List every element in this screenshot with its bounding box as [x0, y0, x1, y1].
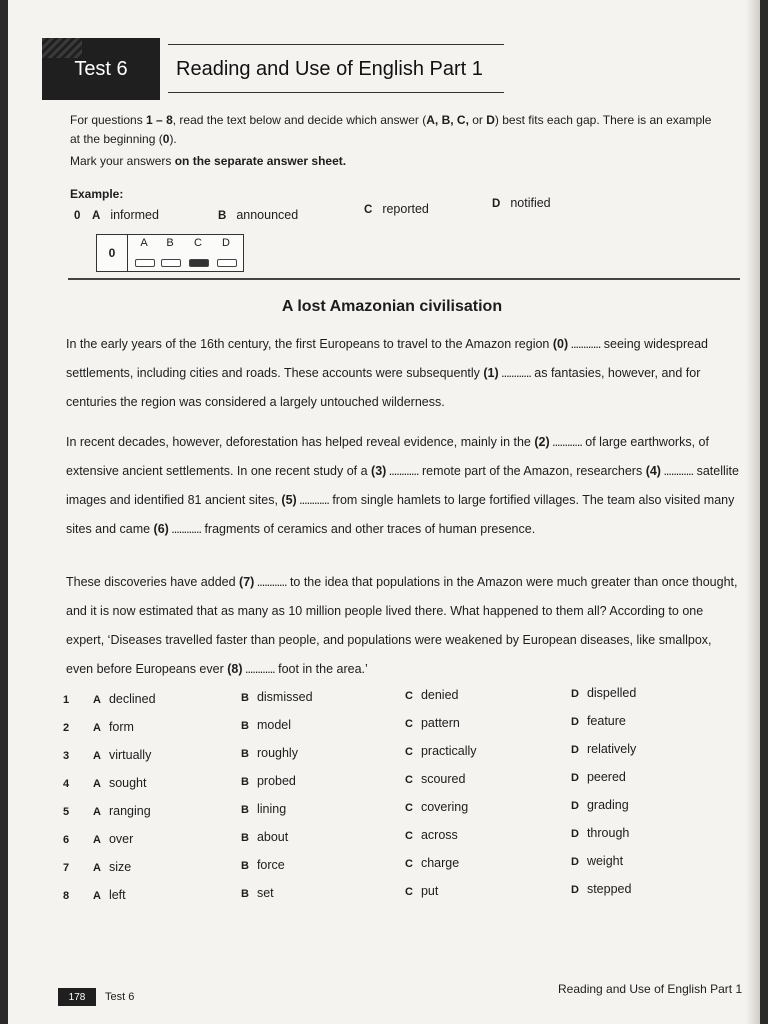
passage-text: from single hamlets to large fortified villages. The team also visited many sites and came: [66, 493, 735, 536]
gap-dots: ............: [568, 337, 601, 351]
instr-text: at the beginning (: [70, 132, 163, 146]
option-d: [571, 686, 636, 700]
instr-text: or: [468, 113, 487, 127]
question-number: 7: [63, 862, 70, 874]
question-number: 8: [63, 890, 70, 902]
gap-marker: (3): [371, 464, 387, 478]
option-text: force: [256, 858, 285, 872]
question-number: 5: [63, 806, 70, 818]
option-letter: B: [241, 776, 249, 788]
answer-bubble-a: [135, 259, 155, 267]
option-text: ranging: [108, 804, 151, 818]
option-letter: C: [405, 830, 413, 842]
option-letter: C: [364, 204, 373, 216]
option-b: [241, 746, 298, 760]
passage-text: satellite images and identified 81 ancient sites,: [66, 464, 739, 507]
option-text: denied: [420, 688, 459, 702]
option-d: [571, 742, 636, 756]
passage-text: In recent decades, however, deforestation has helped reveal evidence, mainly in the: [66, 435, 535, 449]
option-letter: C: [405, 718, 413, 730]
option-letter: D: [571, 772, 579, 784]
gap-marker: (7): [239, 575, 255, 589]
option-letter: B: [241, 720, 249, 732]
option-text: size: [108, 860, 132, 874]
option-text: scoured: [420, 772, 466, 786]
option-letter: C: [405, 886, 413, 898]
option-a: [93, 748, 151, 762]
passage-text: fragments of ceramics and other traces of human presence.: [200, 522, 536, 536]
option-letter: B: [241, 832, 249, 844]
option-b: [241, 690, 313, 704]
answer-bubble-b: [161, 259, 181, 267]
question-number: 6: [63, 834, 70, 846]
option-letter: D: [571, 716, 579, 728]
option-a: [93, 888, 126, 902]
option-letter: C: [405, 802, 413, 814]
option-text: announced: [236, 208, 299, 222]
option-d: [571, 798, 629, 812]
option-text: charge: [420, 856, 460, 870]
passage-paragraph-1: [66, 330, 742, 417]
instr-text: ).: [169, 132, 177, 146]
option-text: declined: [108, 692, 156, 706]
option-d: [571, 826, 629, 840]
option-text: virtually: [108, 748, 152, 762]
gap-dots: ............: [168, 522, 201, 536]
option-text: dismissed: [256, 690, 313, 704]
instr-answer-sheet: on the separate answer sheet.: [174, 154, 347, 168]
option-letter: D: [571, 800, 579, 812]
option-text: through: [586, 826, 630, 840]
option-text: put: [420, 884, 439, 898]
option-text: feature: [586, 714, 626, 728]
option-letter: A: [93, 778, 101, 790]
question-number: 2: [63, 722, 70, 734]
option-text: practically: [420, 744, 477, 758]
example-option-c: [364, 202, 429, 216]
option-letter: D: [571, 884, 579, 896]
option-letter: A: [93, 862, 101, 874]
option-letter: A: [93, 694, 101, 706]
gap-dots: ............: [242, 662, 275, 676]
passage-paragraph-2: [66, 428, 742, 544]
option-letter: A: [93, 722, 101, 734]
passage-text: seeing widespread settlements, including cities and roads. These accounts were subsequently: [66, 337, 709, 380]
passage-text: These discoveries have added: [66, 575, 240, 589]
option-b: [241, 774, 296, 788]
exam-page: [8, 0, 760, 1024]
option-letter: D: [571, 856, 579, 868]
option-text: dispelled: [586, 686, 637, 700]
title-top-rule: [168, 44, 504, 45]
option-letter: D: [492, 198, 501, 210]
footer-test-label: Test 6: [105, 991, 135, 1003]
answer-box-number: 0: [97, 235, 128, 271]
answer-letter-a: A: [140, 237, 148, 249]
test-label-text: Test 6: [74, 57, 128, 80]
title-underline: [168, 92, 504, 93]
example-num: 0: [74, 210, 81, 222]
option-text: across: [420, 828, 458, 842]
instructions-line-3: [70, 153, 750, 169]
option-letter: B: [218, 210, 227, 222]
example-number: [74, 208, 90, 222]
question-number: 3: [63, 750, 70, 762]
option-d: [571, 882, 631, 896]
option-letter: C: [405, 774, 413, 786]
option-text: peered: [586, 770, 626, 784]
example-option-d: [492, 196, 551, 210]
gap-marker: (2): [534, 435, 550, 449]
option-c: [405, 800, 468, 814]
option-letter: B: [241, 692, 249, 704]
gap-marker: (5): [281, 493, 297, 507]
option-d: [571, 714, 626, 728]
example-option-a: [92, 208, 159, 222]
option-a: [93, 720, 134, 734]
page-title: Reading and Use of English Part 1: [176, 58, 483, 80]
option-text: left: [108, 888, 126, 902]
option-letter: A: [93, 806, 101, 818]
option-a: [93, 692, 156, 706]
option-a: [93, 832, 133, 846]
option-c: [405, 856, 459, 870]
option-text: grading: [586, 798, 629, 812]
option-b: [241, 886, 274, 900]
option-text: model: [256, 718, 291, 732]
option-text: over: [108, 832, 134, 846]
option-letter: B: [241, 860, 249, 872]
option-a: [93, 860, 131, 874]
instructions-line-2: [70, 131, 750, 147]
gap-dots: ............: [660, 464, 694, 478]
option-letter: C: [405, 690, 413, 702]
instr-range: 1 – 8: [146, 113, 173, 127]
option-letter: D: [571, 744, 579, 756]
option-text: stepped: [586, 882, 632, 896]
option-text: reported: [382, 202, 429, 216]
page-number: 178: [68, 991, 86, 1003]
passage-text: to the idea that populations in the Amazon were much greater than once thought, and it is now estimated that as many as 10 million people lived there. What happened to them all? According to one expert, ‘Diseases travelled faster than people, and populations were weakened by European diseases, like smallpox, even before Europeans ever: [66, 575, 738, 676]
instr-text: ) best fits each gap. There is an example: [494, 113, 712, 127]
example-answer-box: [96, 234, 244, 272]
instr-options: A, B, C,: [426, 113, 469, 127]
example-label: Example:: [70, 187, 124, 201]
option-letter: A: [93, 890, 101, 902]
gap-marker: (4): [645, 464, 661, 478]
option-letter: A: [92, 210, 101, 222]
passage-text: foot in the area.’: [274, 662, 368, 676]
instructions-line-1: [70, 112, 750, 128]
option-letter: B: [241, 804, 249, 816]
option-a: [93, 776, 146, 790]
passage-title: A lost Amazonian civilisation: [281, 298, 503, 315]
question-number: 4: [63, 778, 70, 790]
gap-dots: ............: [296, 493, 329, 507]
footer-section-label: Reading and Use of English Part 1: [558, 982, 743, 996]
option-d: [571, 770, 626, 784]
instr-text: For questions: [70, 113, 147, 127]
option-text: about: [256, 830, 289, 844]
option-text: form: [108, 720, 134, 734]
passage-text: remote part of the Amazon, researchers: [418, 464, 646, 478]
option-text: relatively: [586, 742, 637, 756]
option-text: set: [256, 886, 274, 900]
option-text: pattern: [420, 716, 460, 730]
option-c: [405, 744, 477, 758]
option-letter: B: [241, 888, 249, 900]
option-letter: A: [93, 750, 101, 762]
passage-text: of large earthworks, of extensive ancient settlements. In one recent study of a: [66, 435, 709, 478]
passage-paragraph-3: [66, 568, 742, 684]
option-text: lining: [256, 802, 287, 816]
option-letter: D: [571, 828, 579, 840]
option-letter: B: [241, 748, 249, 760]
instr-text: , read the text below and decide which answer (: [172, 113, 427, 127]
question-number: 1: [63, 694, 70, 706]
instr-text: Mark your answers: [70, 154, 175, 168]
option-text: weight: [586, 854, 624, 868]
gap-marker: (8): [227, 662, 243, 676]
option-text: covering: [420, 800, 469, 814]
option-b: [241, 718, 291, 732]
gap-marker: (6): [153, 522, 169, 536]
instr-zero: 0: [162, 132, 170, 146]
gap-dots: ............: [549, 435, 582, 449]
option-c: [405, 716, 460, 730]
gap-dots: ............: [498, 366, 531, 380]
option-d: [571, 854, 623, 868]
option-b: [241, 858, 285, 872]
gap-marker: (0): [552, 337, 569, 351]
option-c: [405, 828, 458, 842]
question-row: [63, 882, 703, 916]
option-c: [405, 772, 465, 786]
gap-dots: ............: [386, 464, 419, 478]
option-c: [405, 688, 459, 702]
option-text: notified: [510, 196, 551, 210]
option-text: sought: [108, 776, 147, 790]
passage-text: as fantasies, however, and for centuries the region was considered a largely untouched wilderness.: [66, 366, 701, 409]
gap-marker: (1): [483, 366, 499, 380]
option-text: roughly: [256, 746, 298, 760]
option-a: [93, 804, 151, 818]
option-c: [405, 884, 438, 898]
gap-dots: ............: [254, 575, 287, 589]
answer-letter-b: B: [166, 237, 174, 249]
section-divider: [68, 278, 740, 280]
example-option-b: [218, 208, 298, 222]
option-letter: C: [405, 858, 413, 870]
option-text: probed: [256, 774, 296, 788]
answer-choices-list: [63, 686, 703, 916]
option-letter: C: [405, 746, 413, 758]
option-text: informed: [110, 208, 159, 222]
answer-bubble-c-filled: [189, 259, 209, 267]
test-label: [42, 38, 160, 100]
option-letter: A: [93, 834, 101, 846]
page-number-badge: [58, 988, 96, 1006]
option-b: [241, 802, 286, 816]
option-letter: D: [571, 688, 579, 700]
answer-bubble-d: [217, 259, 237, 267]
answer-letter-d: D: [222, 237, 230, 249]
passage-text: In the early years of the 16th century, the first Europeans to travel to the Amazon region: [66, 337, 553, 351]
instr-option-d: D: [486, 113, 495, 127]
option-b: [241, 830, 288, 844]
answer-letter-c: C: [194, 237, 202, 249]
